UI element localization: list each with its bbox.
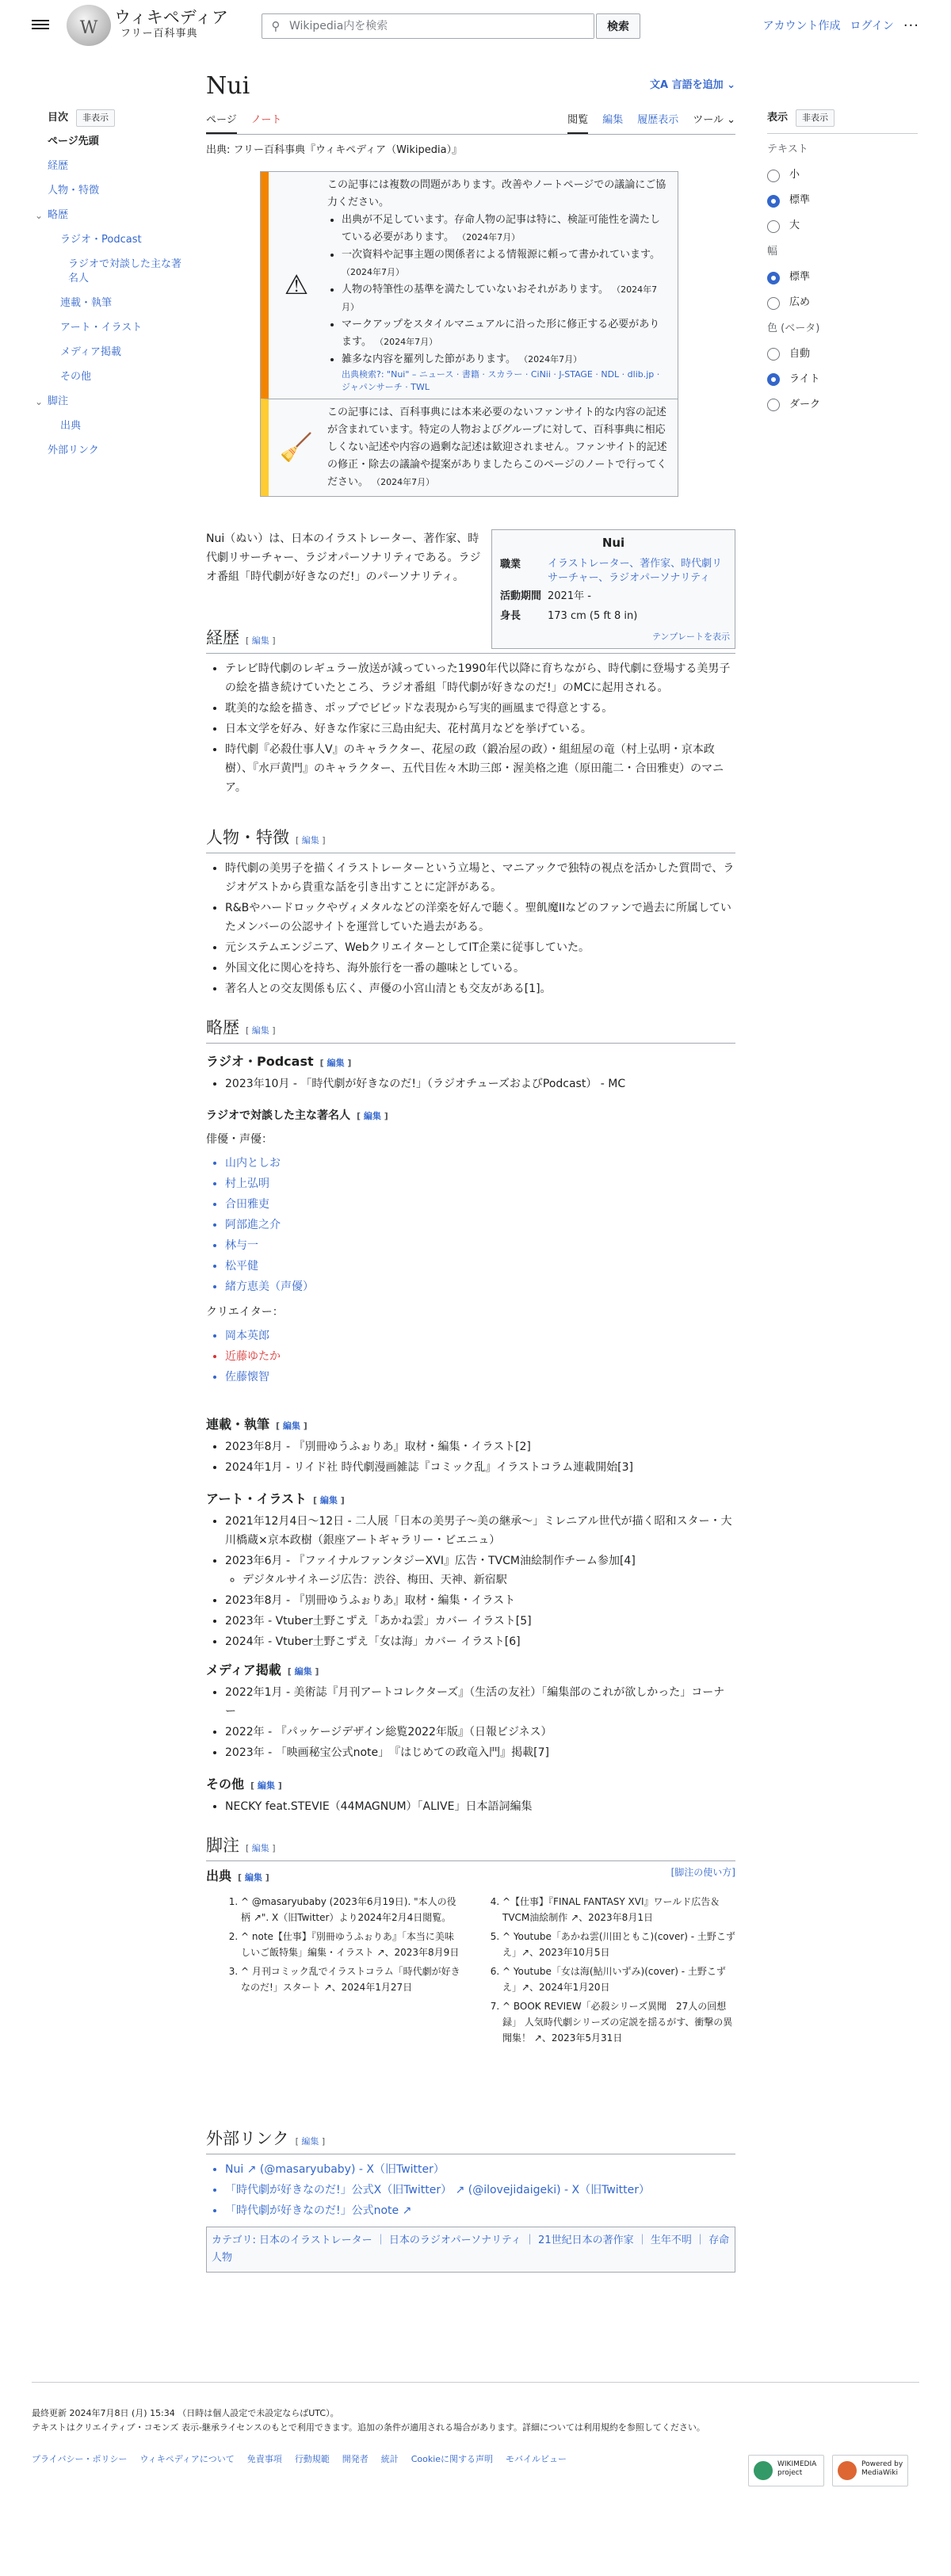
option-label: 標準 — [789, 194, 811, 207]
toc-item[interactable]: メディア掲載 — [60, 346, 121, 358]
subsection-title: 出典 — [206, 1868, 232, 1883]
issue-text: マークアップをスタイルマニュアルに沿った形に修正する必要があります。 — [342, 319, 660, 348]
issue-item — [342, 246, 670, 281]
issue-text: 雑多な内容を羅列した節があります。 — [342, 353, 516, 365]
edit-label: 編集 — [251, 1025, 269, 1036]
subsection-title: ラジオで対談した主な著名人 — [206, 1109, 350, 1122]
footnote-help-link[interactable]: [脚注の使い方] — [670, 1867, 735, 1878]
width-standard[interactable] — [767, 270, 918, 286]
issue-date: （2024年7月） — [519, 354, 582, 364]
edit-link[interactable]: [ 編集 ] — [319, 1058, 352, 1068]
article — [206, 71, 735, 488]
footer-link[interactable]: 統計 — [380, 2454, 399, 2464]
toc-item[interactable] — [35, 395, 182, 409]
toc-item[interactable]: ラジオで対談した主な著名人 — [68, 258, 182, 284]
list-item[interactable]: • 村上弘明 — [225, 1174, 735, 1193]
list-item[interactable]: • 松平健 — [225, 1257, 735, 1276]
wordmark-title: ウィキペディア — [114, 8, 229, 27]
list-item[interactable]: • 岡本英郎 — [225, 1326, 735, 1345]
references-left — [206, 1894, 463, 2049]
subsection-title: アート・イラスト — [206, 1491, 307, 1506]
footer-link[interactable]: 免責事項 — [246, 2454, 282, 2464]
edit-label: 編集 — [294, 1666, 312, 1677]
list-item: • 2024年1月 - リイド社 時代劇漫画雑誌『コミック乱』イラストコラム連載開始[3] — [225, 1458, 735, 1477]
toc-item[interactable]: ページ先頭 — [48, 135, 99, 147]
personal-tools — [763, 17, 919, 35]
subsection-heading — [206, 1052, 351, 1073]
wordmark-tagline: フリー百科事典 — [120, 28, 198, 40]
site-sub: 出典: フリー百科事典『ウィキペディア（Wikipedia）』 — [206, 144, 463, 156]
footer-link[interactable]: 開発者 — [342, 2454, 369, 2464]
subsection-title: メディア掲載 — [206, 1662, 281, 1677]
broom-icon: 🧹 — [279, 431, 314, 464]
warning-icon: ⚠ — [284, 269, 309, 301]
issue-date: （2024年7月） — [375, 337, 438, 347]
list-item: • 2022年1月 - 美術誌『月刊アートコレクターズ』（生活の友社）「編集部のこれが欲しかった」コーナー — [225, 1683, 735, 1721]
edit-link[interactable]: [ 編集 ] — [287, 1666, 319, 1677]
radio-icon[interactable] — [767, 348, 780, 361]
search-input[interactable] — [289, 14, 594, 38]
list-item: ◦ デジタルサイネージ広告：渋谷、梅田、天神、新宿駅 — [243, 1570, 735, 1589]
page-tabs — [206, 113, 735, 135]
list-item[interactable]: • 阿部進之介 — [225, 1215, 735, 1235]
external-link[interactable]: • 「時代劇が好きなのだ!」公式note ↗ — [225, 2201, 735, 2220]
width-wide[interactable] — [767, 296, 918, 311]
radio-list — [206, 1074, 735, 1095]
text-size-standard[interactable] — [767, 193, 918, 209]
list-item: • 外国文化に関心を持ち、海外旅行を一番の趣味としている。 — [225, 959, 735, 978]
issue-item — [342, 316, 670, 351]
edit-label: 編集 — [251, 1843, 269, 1853]
subsection-heading — [206, 1415, 307, 1436]
category-links[interactable]: カテゴリ: 日本のイラストレーター ｜ 日本のラジオパーソナリティ ｜ 21世紀日本の著作家 ｜ 生年不明 ｜ 存命人物 — [206, 2227, 735, 2273]
appearance-hide-button[interactable]: 非表示 — [796, 109, 835, 127]
reference-item[interactable]: 5. ^ Youtube「あかね雲(川田ともこ)(cover) - 土野こずえ」↗、2023年10月5日 — [502, 1929, 735, 1960]
section-heading — [206, 826, 735, 853]
infobox-label: 活動期間 — [500, 590, 542, 602]
reference-item[interactable]: 1. ^ @masaryubaby (2023年6月19日). "本人の役柄 ↗". X（旧Twitter）より2024年2月4日閲覧。 — [241, 1894, 463, 1925]
toc-item[interactable]: 外部リンク — [48, 445, 99, 456]
width-label: 幅 — [767, 245, 778, 258]
radio-selected-icon[interactable] — [767, 272, 780, 284]
footer-link[interactable]: ウィキペディアについて — [139, 2454, 235, 2464]
toc-item[interactable]: 出典 — [60, 420, 82, 432]
career-list — [206, 659, 735, 799]
list-item: • 元システムエンジニア、WebクリエイターとしてIT企業に従事していた。 — [225, 938, 735, 957]
subsection-title: その他 — [206, 1776, 245, 1792]
template-link[interactable]: テンプレートを表示 — [651, 631, 730, 642]
external-links — [206, 2160, 735, 2222]
references-right — [479, 1894, 735, 2049]
radio-icon[interactable] — [767, 170, 780, 182]
more-icon[interactable]: ··· — [903, 17, 919, 35]
tab-note[interactable]: ノート — [250, 114, 282, 126]
issue-item — [342, 351, 670, 394]
section-title: 経歴 — [206, 628, 239, 647]
color-light[interactable] — [767, 372, 918, 387]
source-search-links[interactable]: 出典検索?: "Nui" – ニュース · 書籍 · スカラー · CiNii · J-STAGE · NDL · dlib.jp · ジャパンサーチ · TWL — [342, 369, 660, 392]
subsection-title: 連載・執筆 — [206, 1417, 270, 1432]
section-heading — [206, 626, 735, 654]
toc-item[interactable]: 経歴 — [48, 160, 69, 172]
toc-item[interactable]: 連載・執筆 — [60, 297, 113, 309]
edit-link[interactable]: [ 編集 ] — [295, 2136, 326, 2147]
issues-intro: この記事には複数の問題があります。改善やノートページでの議論にご協力ください。 — [327, 179, 666, 208]
actors-label: 俳優・声優： — [206, 1133, 273, 1146]
section-title: 略歴 — [206, 1018, 239, 1037]
appearance-panel — [767, 109, 918, 422]
list-item: • 2023年10月 - 「時代劇が好きなのだ!」（ラジオチューズおよびPodcast） - MC — [225, 1074, 735, 1093]
toc-item[interactable]: ラジオ・Podcast — [60, 234, 142, 246]
external-link[interactable]: • Nui ↗ (@masaryubaby) - X（旧Twitter） — [225, 2160, 735, 2179]
edit-link[interactable]: [ 編集 ] — [313, 1495, 345, 1506]
list-item: • 2023年 - 「映画秘宝公式note」 『はじめての政竜入門』掲載[7] — [225, 1743, 735, 1762]
footer-link[interactable]: モバイルビュー — [506, 2454, 567, 2464]
edit-link[interactable]: [ 編集 ] — [296, 835, 326, 845]
radio-icon[interactable] — [767, 399, 780, 411]
option-label: 小 — [789, 169, 800, 181]
wordmark[interactable] — [114, 8, 228, 41]
list-item: • テレビ時代劇のレギュラー放送が減っていった1990年代以降に育ちながら、時代劇に登場する美男子の絵を描き続けていたところ、ラジオ番組「時代劇が好きなのだ!」のMCに起用される。 — [225, 659, 735, 697]
toc-item[interactable] — [35, 208, 182, 223]
edit-label: 編集 — [301, 2136, 319, 2147]
reference-item[interactable]: 3. ^ 月刊コミック乱でイラストコラム「時代劇が好きなのだ!」スタート ↗、2024年1月27日 — [241, 1963, 463, 1995]
issue-date: （2024年7月） — [342, 284, 658, 312]
issue-date: （2024年7月） — [342, 267, 404, 277]
infobox-value: 173 cm (5 ft 8 in) — [548, 610, 638, 623]
edit-link[interactable]: [ 編集 ] — [246, 1843, 276, 1853]
list-item[interactable]: • 近藤ゆたか — [225, 1347, 735, 1366]
login-link[interactable]: ログイン — [850, 20, 894, 32]
edit-link[interactable]: [ 編集 ] — [357, 1111, 388, 1121]
option-label: 自動 — [789, 348, 811, 360]
edit-link[interactable]: [ 編集 ] — [246, 1025, 276, 1036]
tab-read[interactable]: 閲覧 — [567, 113, 588, 134]
table-of-contents — [35, 109, 182, 468]
art-list — [206, 1512, 735, 1653]
issue-item — [342, 281, 670, 316]
create-account-link[interactable]: アカウント作成 — [762, 20, 841, 32]
list-item: • 時代劇の美男子を描くイラストレーターという立場と、マニアックで独特の視点を活かした質問で、ラジオゲストから貴重な話を引き出すことに定評がある。 — [225, 859, 735, 897]
edit-label: 編集 — [301, 835, 319, 845]
chevron-down-icon[interactable]: ⌄ — [35, 396, 44, 407]
mediawiki-badge[interactable] — [832, 2455, 908, 2486]
infobox-label: 身長 — [500, 609, 521, 622]
list-item: • 日本文学を好み、好きな作家に三島由紀夫、花村萬月などを挙げている。 — [225, 719, 735, 738]
option-label: ダーク — [789, 399, 821, 410]
language-button-label: 言語を追加 — [671, 79, 724, 91]
issue-text: 出典が不足しています。存命人物の記事は特に、検証可能性を満たしている必要があります。 — [342, 214, 660, 243]
edit-label: 編集 — [363, 1111, 381, 1121]
list-item: • 2023年 - Vtuber土野こずえ「あかね雲」カバー イラスト[5] — [225, 1612, 735, 1631]
subsection-title: ラジオ・Podcast — [206, 1054, 314, 1069]
fansite-notice: この記事には、百科事典には本来必要のないファンサイト的な内容の記述が含まれています。特定の人物およびグループに対して、百科事典に相応しくない記述や内容の過剰な記述は歓迎されません。ファンサイト的記述の修正・除去の議論や提案がありましたらこのページのノートで行ってください。 — [327, 406, 667, 488]
footer — [32, 2382, 919, 2467]
edit-label: 編集 — [319, 1495, 338, 1506]
toc-item[interactable]: アート・イラスト — [60, 322, 143, 334]
list-item: • 著名人との交友関係も広く、声優の小宮山清とも交友がある[1]。 — [225, 979, 735, 998]
edit-link[interactable]: [ 編集 ] — [238, 1872, 269, 1883]
search-button[interactable]: 検索 — [596, 13, 640, 39]
edit-link[interactable]: [ 編集 ] — [246, 635, 276, 646]
footer-link[interactable]: プライバシー・ポリシー — [32, 2454, 128, 2464]
main-menu-icon[interactable] — [32, 17, 49, 32]
edit-label: 編集 — [257, 1780, 275, 1791]
list-item: • NECKY feat.STEVIE（44MAGNUM）「ALIVE」日本語詞編集 — [225, 1797, 735, 1816]
color-dark[interactable] — [767, 397, 918, 413]
edit-link[interactable]: [ 編集 ] — [250, 1780, 282, 1791]
infobox-value: 2021年 - — [548, 590, 591, 603]
tab-history[interactable]: 履歴表示 — [637, 114, 679, 126]
toc-item[interactable]: その他 — [60, 371, 92, 383]
section-heading — [206, 1834, 735, 1861]
wikimedia-badge[interactable] — [748, 2455, 824, 2486]
creators-label: クリエイター： — [206, 1306, 284, 1319]
text-size-label: テキスト — [767, 143, 808, 155]
text-size-large[interactable] — [767, 219, 918, 235]
section-heading — [206, 2127, 735, 2154]
chevron-down-icon: ⌄ — [723, 114, 735, 126]
search-icon: ⚲ — [271, 19, 281, 33]
tab-page[interactable]: ページ — [206, 113, 237, 134]
guests-block — [206, 1130, 735, 1388]
list-item[interactable]: • 佐藤懐智 — [225, 1368, 735, 1387]
issue-text: 一次資料や記事主題の関係者による情報源に頼って書かれています。 — [342, 249, 660, 261]
subsection-heading — [206, 1775, 282, 1796]
infobox-value[interactable]: イラストレーター、著作家、時代劇リサーチャー、ラジオパーソナリティ — [548, 558, 723, 584]
option-label: 標準 — [789, 271, 811, 284]
edit-label: 編集 — [327, 1058, 345, 1068]
edit-label: 編集 — [251, 635, 269, 646]
footer-link[interactable]: 行動規範 — [294, 2454, 330, 2464]
search-box — [262, 13, 594, 39]
option-label: 広め — [789, 296, 811, 309]
option-label: ライト — [789, 373, 820, 385]
section-title: 人物・特徴 — [206, 828, 289, 847]
list-item — [225, 1551, 735, 1589]
edit-link[interactable]: [ 編集 ] — [276, 1421, 307, 1431]
list-item: • 耽美的な絵を描き、ポップでビビッドな表現から写実的画風まで得意とする。 — [225, 699, 735, 718]
edit-label: 編集 — [244, 1872, 262, 1883]
reference-item[interactable]: 7. ^ BOOK REVIEW「必殺シリーズ異聞 27人の回想録」 人気時代劇シリーズの定説を揺るがす、衝撃の異聞集！ ↗、2023年5月31日 — [502, 1998, 735, 2046]
section-title: 外部リンク — [206, 2129, 289, 2148]
radio-selected-icon[interactable] — [767, 195, 780, 208]
section-title: 脚注 — [206, 1836, 239, 1855]
radio-icon[interactable] — [767, 220, 780, 233]
wikimedia-icon — [754, 2461, 773, 2480]
reference-item[interactable]: 4. ^【仕事】『FINAL FANTASY XVI』ワールド広告＆TVCM油絵制作 ↗、2023年8月1日 — [502, 1894, 735, 1925]
toc-item-label: 略歴 — [48, 209, 69, 221]
chevron-down-icon[interactable]: ⌄ — [35, 210, 44, 221]
list-item[interactable]: • 山内としお — [225, 1154, 735, 1173]
section-heading — [206, 1016, 735, 1044]
toc-heading: 目次 — [48, 111, 69, 124]
wikipedia-logo[interactable] — [67, 5, 111, 46]
media-list — [206, 1683, 735, 1764]
reference-item[interactable]: 6. ^ Youtube「女は海(鮎川いずみ)(cover) - 土野こずえ」↗、2024年1月20日 — [502, 1963, 735, 1995]
divider — [767, 133, 918, 134]
infobox-title: Nui — [602, 536, 625, 550]
issue-item — [342, 212, 670, 246]
page-title: Nui — [206, 72, 250, 100]
list-item: • 2023年8月 - 『別冊ゆうふぉりあ』取材・編集・イラスト — [225, 1591, 735, 1610]
issue-date: （2024年7月） — [372, 477, 435, 487]
list-item: • 時代劇『必殺仕事人V』のキャラクター、花屋の政（鍛冶屋の政）・組紐屋の竜（村上弘明・京本政樹）、『水戸黄門』のキャラクター、五代目佐々木助三郎・渥美格之進（原田龍二・合田雅吏）のマニア。 — [225, 740, 735, 797]
site-header — [0, 0, 951, 52]
list-item[interactable]: • 緒方恵美（声優） — [225, 1277, 735, 1296]
appearance-heading: 表示 — [767, 111, 789, 124]
infobox-label: 職業 — [500, 559, 521, 571]
tab-tools-label: ツール — [693, 114, 724, 126]
list-item: • 2021年12月4日〜12日 - 二人展「日本の美男子〜美の継承〜」ミレニアル世代が描く昭和スター・大川橋蔵×京本政樹（銀座アートギャラリー・ビエニュ） — [225, 1512, 735, 1550]
list-item: • R&Bやハードロックやヴィメタルなどの洋楽を好んで聴く。聖飢魔IIなどのファンで過去に所属していたメンバーの公認サイトを運営していた過去がある。 — [225, 899, 735, 937]
references — [206, 1894, 735, 2049]
person-list — [206, 859, 735, 1000]
footer-link[interactable]: Cookieに関する声明 — [411, 2454, 494, 2464]
tab-edit[interactable]: 編集 — [602, 114, 624, 126]
radio-icon[interactable] — [767, 297, 780, 310]
language-button[interactable] — [650, 78, 735, 94]
text-size-small[interactable] — [767, 168, 918, 184]
issue-date: （2024年7月） — [457, 232, 521, 242]
toc-hide-button[interactable]: 非表示 — [76, 109, 115, 127]
list-item[interactable]: • 合田雅吏 — [225, 1195, 735, 1214]
subsection-heading — [206, 1106, 388, 1126]
reference-item[interactable]: 2. ^ note【仕事】『別冊ゆうふぉりあ』「本当に美味しいご飯特集」編集・イラスト ↗、2023年8月9日 — [241, 1929, 463, 1960]
badge-label: Powered by MediaWiki — [861, 2460, 903, 2477]
writing-list — [206, 1437, 735, 1479]
issue-text: 人物の特筆性の基準を満たしていないおそれがあります。 — [342, 284, 609, 296]
issues-box — [260, 171, 678, 497]
other-list — [206, 1797, 735, 1818]
subsection-heading — [206, 1661, 319, 1681]
list-item: • 2023年8月 - 『別冊ゆうふぉりあ』取材・編集・イラスト[2] — [225, 1437, 735, 1456]
subsection-heading — [206, 1490, 345, 1510]
color-label: 色 (ベータ) — [767, 322, 820, 334]
list-item: • 2022年 - 『パッケージデザイン総覧2022年版』（日報ビジネス） — [225, 1723, 735, 1742]
color-auto[interactable] — [767, 346, 918, 362]
list-item: • 2024年 - Vtuber土野こずえ「女は海」カバー イラスト[6] — [225, 1632, 735, 1651]
list-item[interactable]: • 林与一 — [225, 1236, 735, 1255]
mediawiki-icon — [838, 2461, 857, 2480]
option-label: 大 — [789, 219, 800, 232]
edit-label: 編集 — [282, 1421, 300, 1431]
list-item-text: 2023年6月 - 『ファイナルファンタジーXVI』広告・TVCM油絵制作チーム参加[4] — [225, 1555, 636, 1567]
subsection-heading — [206, 1867, 269, 1887]
lead-paragraph: Nui（ぬい）は、日本のイラストレーター、著作家、時代劇リサーチャー、ラジオパーソナリティである。ラジオ番組「時代劇が好きなのだ!」のパーソナリティ。 — [206, 532, 481, 583]
last-modified: 最終更新 2024年7月8日 (月) 15:34 （日時は個人設定で未設定ならばUTC）。 — [32, 2408, 339, 2418]
toc-item-label: 脚注 — [48, 395, 69, 407]
license-text: テキストはクリエイティブ・コモンズ 表示-継承ライセンスのもとで利用できます。追加の条件が適用される場合があります。詳細については利用規約を参照してください。 — [32, 2422, 705, 2433]
external-link[interactable]: • 「時代劇が好きなのだ!」公式X（旧Twitter） ↗ (@ilovejidaigeki) - X（旧Twitter） — [225, 2181, 735, 2200]
toc-item[interactable]: 人物・特徴 — [48, 185, 100, 197]
chevron-down-icon: ⌄ — [723, 79, 735, 91]
radio-selected-icon[interactable] — [767, 373, 780, 386]
tab-tools[interactable] — [693, 113, 735, 134]
translate-icon: 文A — [649, 79, 672, 91]
badge-label: WIKIMEDIA project — [777, 2460, 817, 2477]
